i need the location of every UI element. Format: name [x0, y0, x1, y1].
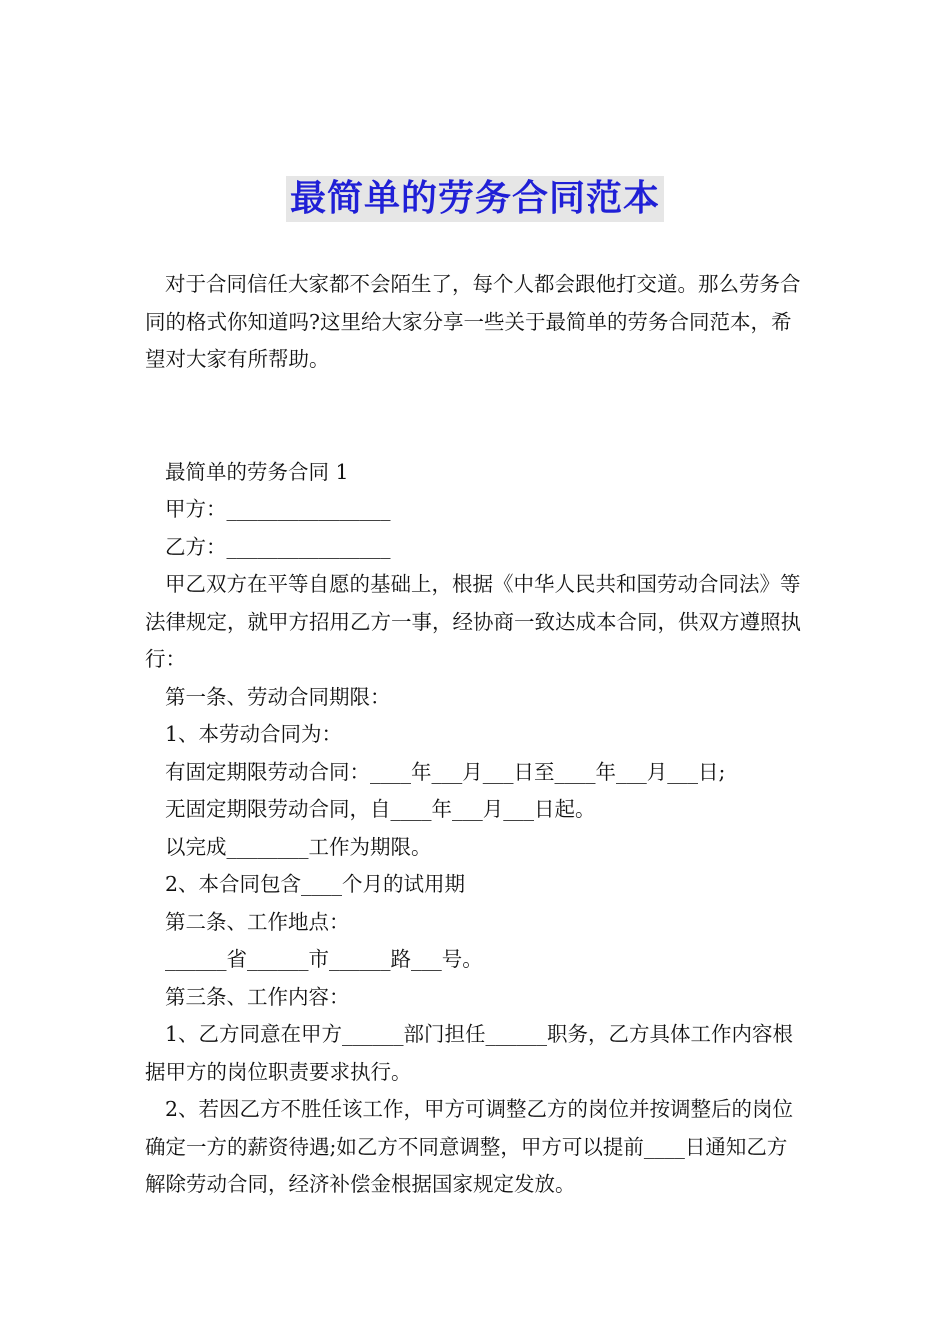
intro-section [145, 266, 807, 379]
document-body [145, 266, 807, 1204]
article-1-task-term: 以完成________工作为期限。 [165, 834, 432, 859]
article-1-item-2: 2、本合同包含____个月的试用期 [165, 872, 466, 896]
party-b-line: 乙方：________________ [165, 534, 391, 559]
article-2-title: 第二条、工作地点： [165, 909, 350, 934]
article-3-item-2: 2、若因乙方不胜任该工作，甲方可调整乙方的岗位并按调整后的岗位确定一方的薪资待遇;如乙方不同意调整，甲方可以提前____日通知乙方解除劳动合同，经济补偿金根据国家规定发放。 [145, 1097, 794, 1196]
title-container [0, 176, 950, 222]
article-3-title: 第三条、工作内容： [165, 984, 350, 1009]
contract-section [145, 454, 807, 1204]
preamble-paragraph: 甲乙双方在平等自愿的基础上，根据《中华人民共和国劳动合同法》等法律规定，就甲方招用乙方一事，经协商一致达成本合同，供双方遵照执行： [145, 572, 801, 671]
article-2-address: ______省______市______路___号。 [165, 947, 483, 971]
document-title: 最简单的劳务合同范本 [286, 176, 664, 222]
contract-heading: 最简单的劳务合同 1 [165, 459, 349, 484]
party-a-line: 甲方：________________ [165, 497, 391, 521]
article-3-item-1: 1、乙方同意在甲方______部门担任______职务，乙方具体工作内容根据甲方的岗位职责要求执行。 [145, 1022, 794, 1084]
article-1-unfixed-term: 无固定期限劳动合同，自____年___月___日起。 [165, 797, 596, 821]
intro-paragraph: 对于合同信任大家都不会陌生了，每个人都会跟他打交道。那么劳务合同的格式你知道吗?这里给大家分享一些关于最简单的劳务合同范本，希望对大家有所帮助。 [145, 272, 801, 371]
article-1-item-1: 1、本劳动合同为： [165, 722, 343, 746]
article-1-title: 第一条、劳动合同期限： [165, 684, 391, 709]
article-1-fixed-term: 有固定期限劳动合同：____年___月___日至____年___月___日; [165, 759, 726, 784]
